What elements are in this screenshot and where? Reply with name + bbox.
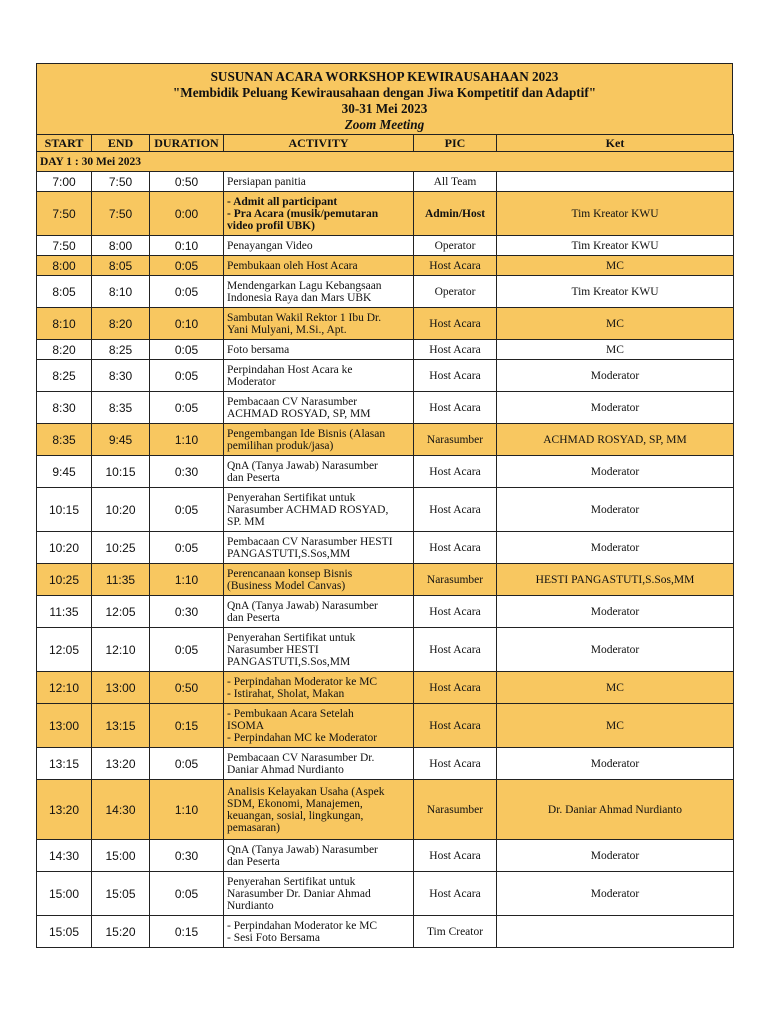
pic-cell: Host Acara <box>414 704 497 748</box>
ket-cell: Moderator <box>497 872 734 916</box>
end-cell: 8:20 <box>92 308 150 340</box>
activity-line: Pembacaan CV Narasumber Dr. <box>227 751 375 764</box>
table-row <box>37 704 734 748</box>
activity-line: Narasumber Dr. Daniar Ahmad <box>227 887 371 900</box>
day-label: DAY 1 : 30 Mei 2023 <box>37 152 734 172</box>
ket-cell: Moderator <box>497 392 734 424</box>
end-cell: 10:25 <box>92 532 150 564</box>
duration-cell: 1:10 <box>150 780 224 840</box>
activity-cell <box>224 872 414 916</box>
table-row <box>37 256 734 276</box>
duration-cell: 0:05 <box>150 628 224 672</box>
ket-cell: Dr. Daniar Ahmad Nurdianto <box>497 780 734 840</box>
activity-line: Narasumber HESTI <box>227 643 319 656</box>
start-cell: 12:05 <box>37 628 92 672</box>
ket-cell: MC <box>497 308 734 340</box>
column-header-ket: Ket <box>497 135 734 152</box>
table-row <box>37 360 734 392</box>
activity-cell <box>224 672 414 704</box>
activity-cell <box>224 236 414 256</box>
activity-line: - Perpindahan Moderator ke MC <box>227 919 378 932</box>
duration-cell: 0:05 <box>150 872 224 916</box>
activity-line: - Pembukaan Acara Setelah <box>227 707 354 720</box>
pic-cell: Host Acara <box>414 256 497 276</box>
start-cell: 10:20 <box>37 532 92 564</box>
activity-line: Nurdianto <box>227 899 274 912</box>
end-cell: 15:05 <box>92 872 150 916</box>
end-cell: 11:35 <box>92 564 150 596</box>
ket-cell: Tim Kreator KWU <box>497 276 734 308</box>
table-row <box>37 340 734 360</box>
schedule-sheet <box>36 63 733 948</box>
table-row <box>37 236 734 256</box>
start-cell: 8:35 <box>37 424 92 456</box>
start-cell: 7:00 <box>37 172 92 192</box>
ket-cell: Moderator <box>497 456 734 488</box>
activity-line: video profil UBK) <box>227 219 315 232</box>
activity-line: - Pra Acara (musik/pemutaran <box>227 207 379 220</box>
start-cell: 8:05 <box>37 276 92 308</box>
pic-cell: Host Acara <box>414 392 497 424</box>
day-row <box>37 152 734 172</box>
table-row <box>37 564 734 596</box>
table-row <box>37 628 734 672</box>
end-cell: 8:05 <box>92 256 150 276</box>
activity-cell <box>224 192 414 236</box>
activity-line: Pengembangan Ide Bisnis (Alasan <box>227 427 386 440</box>
ket-cell: MC <box>497 340 734 360</box>
start-cell: 8:30 <box>37 392 92 424</box>
start-cell: 13:00 <box>37 704 92 748</box>
ket-cell: Tim Kreator KWU <box>497 236 734 256</box>
duration-cell: 0:30 <box>150 456 224 488</box>
ket-cell: MC <box>497 256 734 276</box>
table-row <box>37 672 734 704</box>
end-cell: 13:15 <box>92 704 150 748</box>
duration-cell: 0:30 <box>150 596 224 628</box>
ket-cell: Moderator <box>497 532 734 564</box>
schedule-platform: Zoom Meeting <box>344 117 425 132</box>
table-row <box>37 172 734 192</box>
start-cell: 12:10 <box>37 672 92 704</box>
activity-line: Moderator <box>227 375 276 388</box>
start-cell: 8:20 <box>37 340 92 360</box>
activity-line: Daniar Ahmad Nurdianto <box>227 763 344 776</box>
table-row <box>37 456 734 488</box>
table-row <box>37 748 734 780</box>
start-cell: 14:30 <box>37 840 92 872</box>
table-row <box>37 780 734 840</box>
end-cell: 13:00 <box>92 672 150 704</box>
activity-line: Perpindahan Host Acara ke <box>227 363 353 376</box>
pic-cell: Host Acara <box>414 672 497 704</box>
end-cell: 8:00 <box>92 236 150 256</box>
start-cell: 13:20 <box>37 780 92 840</box>
activity-line: pemilihan produk/jasa) <box>227 439 334 452</box>
activity-line: dan Peserta <box>227 611 280 624</box>
duration-cell: 0:05 <box>150 256 224 276</box>
end-cell: 15:00 <box>92 840 150 872</box>
pic-cell: Host Acara <box>414 488 497 532</box>
table-row <box>37 192 734 236</box>
ket-cell: ACHMAD ROSYAD, SP, MM <box>497 424 734 456</box>
table-row <box>37 916 734 948</box>
activity-cell <box>224 840 414 872</box>
start-cell: 9:45 <box>37 456 92 488</box>
activity-line: Perencanaan konsep Bisnis <box>227 567 353 580</box>
activity-cell <box>224 748 414 780</box>
start-cell: 13:15 <box>37 748 92 780</box>
activity-line: Penyerahan Sertifikat untuk <box>227 491 356 504</box>
table-row <box>37 840 734 872</box>
activity-line: keuangan, sosial, lingkungan, <box>227 809 364 822</box>
pic-cell: Tim Creator <box>414 916 497 948</box>
activity-line: Analisis Kelayakan Usaha (Aspek <box>227 785 385 798</box>
end-cell: 12:10 <box>92 628 150 672</box>
start-cell: 10:25 <box>37 564 92 596</box>
activity-cell <box>224 564 414 596</box>
activity-cell <box>224 276 414 308</box>
activity-cell <box>224 916 414 948</box>
column-header-duration: DURATION <box>150 135 224 152</box>
activity-line: SDM, Ekonomi, Manajemen, <box>227 797 363 810</box>
activity-line: Sambutan Wakil Rektor 1 Ibu Dr. <box>227 311 382 324</box>
end-cell: 14:30 <box>92 780 150 840</box>
ket-cell: Moderator <box>497 748 734 780</box>
pic-cell: Host Acara <box>414 308 497 340</box>
duration-cell: 0:00 <box>150 192 224 236</box>
schedule-table <box>36 134 734 948</box>
table-row <box>37 424 734 456</box>
activity-cell <box>224 704 414 748</box>
pic-cell: Host Acara <box>414 360 497 392</box>
end-cell: 8:30 <box>92 360 150 392</box>
activity-line: dan Peserta <box>227 855 280 868</box>
column-header-row <box>37 135 734 152</box>
ket-cell: Moderator <box>497 628 734 672</box>
activity-cell <box>224 172 414 192</box>
end-cell: 15:20 <box>92 916 150 948</box>
activity-line: Pembacaan CV Narasumber HESTI <box>227 535 393 548</box>
activity-line: Indonesia Raya dan Mars UBK <box>227 291 372 304</box>
duration-cell: 0:30 <box>150 840 224 872</box>
activity-line: Pembukaan oleh Host Acara <box>227 259 358 272</box>
end-cell: 8:35 <box>92 392 150 424</box>
duration-cell: 0:05 <box>150 748 224 780</box>
activity-cell <box>224 456 414 488</box>
pic-cell: Host Acara <box>414 628 497 672</box>
pic-cell: Admin/Host <box>414 192 497 236</box>
end-cell: 9:45 <box>92 424 150 456</box>
duration-cell: 0:10 <box>150 236 224 256</box>
activity-cell <box>224 308 414 340</box>
activity-cell <box>224 360 414 392</box>
duration-cell: 0:10 <box>150 308 224 340</box>
activity-line: QnA (Tanya Jawab) Narasumber <box>227 599 378 612</box>
end-cell: 7:50 <box>92 192 150 236</box>
end-cell: 13:20 <box>92 748 150 780</box>
activity-line: - Sesi Foto Bersama <box>227 931 320 944</box>
ket-cell: Tim Kreator KWU <box>497 192 734 236</box>
pic-cell: Host Acara <box>414 340 497 360</box>
start-cell: 15:05 <box>37 916 92 948</box>
table-row <box>37 276 734 308</box>
activity-line: Foto bersama <box>227 343 290 356</box>
activity-cell <box>224 340 414 360</box>
activity-line: Persiapan panitia <box>227 175 306 188</box>
table-row <box>37 488 734 532</box>
start-cell: 8:00 <box>37 256 92 276</box>
activity-line: SP. MM <box>227 515 265 528</box>
ket-cell <box>497 916 734 948</box>
activity-cell <box>224 628 414 672</box>
ket-cell: HESTI PANGASTUTI,S.Sos,MM <box>497 564 734 596</box>
activity-cell <box>224 424 414 456</box>
ket-cell: Moderator <box>497 488 734 532</box>
pic-cell: Host Acara <box>414 456 497 488</box>
activity-line: dan Peserta <box>227 471 280 484</box>
pic-cell: Narasumber <box>414 564 497 596</box>
start-cell: 8:25 <box>37 360 92 392</box>
schedule-date: 30-31 Mei 2023 <box>341 101 428 116</box>
table-row <box>37 872 734 916</box>
activity-line: - Admit all participant <box>227 195 338 208</box>
activity-line: Penyerahan Sertifikat untuk <box>227 631 356 644</box>
activity-cell <box>224 256 414 276</box>
duration-cell: 0:50 <box>150 172 224 192</box>
activity-line: - Perpindahan MC ke Moderator <box>227 731 378 744</box>
duration-cell: 0:05 <box>150 532 224 564</box>
end-cell: 8:25 <box>92 340 150 360</box>
activity-line: Narasumber ACHMAD ROSYAD, <box>227 503 389 516</box>
activity-cell <box>224 532 414 564</box>
activity-cell <box>224 392 414 424</box>
column-header-end: END <box>92 135 150 152</box>
activity-line: Pembacaan CV Narasumber <box>227 395 358 408</box>
duration-cell: 0:05 <box>150 392 224 424</box>
duration-cell: 1:10 <box>150 564 224 596</box>
pic-cell: Narasumber <box>414 424 497 456</box>
start-cell: 7:50 <box>37 236 92 256</box>
ket-cell: Moderator <box>497 596 734 628</box>
duration-cell: 1:10 <box>150 424 224 456</box>
activity-line: Mendengarkan Lagu Kebangsaan <box>227 279 382 292</box>
ket-cell <box>497 172 734 192</box>
start-cell: 15:00 <box>37 872 92 916</box>
schedule-header <box>36 63 733 134</box>
activity-line: ACHMAD ROSYAD, SP, MM <box>227 407 371 420</box>
duration-cell: 0:05 <box>150 360 224 392</box>
activity-line: (Business Model Canvas) <box>227 579 346 592</box>
activity-line: PANGASTUTI,S.Sos,MM <box>227 547 351 560</box>
column-header-start: START <box>37 135 92 152</box>
pic-cell: Operator <box>414 236 497 256</box>
duration-cell: 0:05 <box>150 340 224 360</box>
pic-cell: Host Acara <box>414 872 497 916</box>
activity-line: - Istirahat, Sholat, Makan <box>227 687 345 700</box>
end-cell: 12:05 <box>92 596 150 628</box>
activity-line: QnA (Tanya Jawab) Narasumber <box>227 459 378 472</box>
schedule-subtitle: "Membidik Peluang Kewirausahaan dengan Jiwa Kompetitif dan Adaptif" <box>172 85 597 100</box>
end-cell: 10:20 <box>92 488 150 532</box>
activity-line: QnA (Tanya Jawab) Narasumber <box>227 843 378 856</box>
table-row <box>37 532 734 564</box>
table-row <box>37 392 734 424</box>
start-cell: 10:15 <box>37 488 92 532</box>
duration-cell: 0:05 <box>150 276 224 308</box>
ket-cell: Moderator <box>497 360 734 392</box>
activity-line: pemasaran) <box>227 821 280 834</box>
activity-line: Yani Mulyani, M.Si., Apt. <box>227 323 347 336</box>
start-cell: 8:10 <box>37 308 92 340</box>
pic-cell: Operator <box>414 276 497 308</box>
duration-cell: 0:50 <box>150 672 224 704</box>
pic-cell: All Team <box>414 172 497 192</box>
activity-cell <box>224 488 414 532</box>
column-header-pic: PIC <box>414 135 497 152</box>
ket-cell: Moderator <box>497 840 734 872</box>
ket-cell: MC <box>497 672 734 704</box>
table-row <box>37 596 734 628</box>
duration-cell: 0:15 <box>150 704 224 748</box>
activity-line: - Perpindahan Moderator ke MC <box>227 675 378 688</box>
activity-line: Penayangan Video <box>227 239 313 252</box>
pic-cell: Host Acara <box>414 532 497 564</box>
start-cell: 7:50 <box>37 192 92 236</box>
ket-cell: MC <box>497 704 734 748</box>
activity-cell <box>224 596 414 628</box>
pic-cell: Narasumber <box>414 780 497 840</box>
column-header-activity: ACTIVITY <box>224 135 414 152</box>
end-cell: 10:15 <box>92 456 150 488</box>
duration-cell: 0:15 <box>150 916 224 948</box>
activity-cell <box>224 780 414 840</box>
end-cell: 8:10 <box>92 276 150 308</box>
start-cell: 11:35 <box>37 596 92 628</box>
activity-line: PANGASTUTI,S.Sos,MM <box>227 655 351 668</box>
pic-cell: Host Acara <box>414 748 497 780</box>
end-cell: 7:50 <box>92 172 150 192</box>
pic-cell: Host Acara <box>414 840 497 872</box>
schedule-title: SUSUNAN ACARA WORKSHOP KEWIRAUSAHAAN 2023 <box>210 69 559 84</box>
duration-cell: 0:05 <box>150 488 224 532</box>
pic-cell: Host Acara <box>414 596 497 628</box>
table-row <box>37 308 734 340</box>
activity-line: Penyerahan Sertifikat untuk <box>227 875 356 888</box>
activity-line: ISOMA <box>227 719 265 732</box>
